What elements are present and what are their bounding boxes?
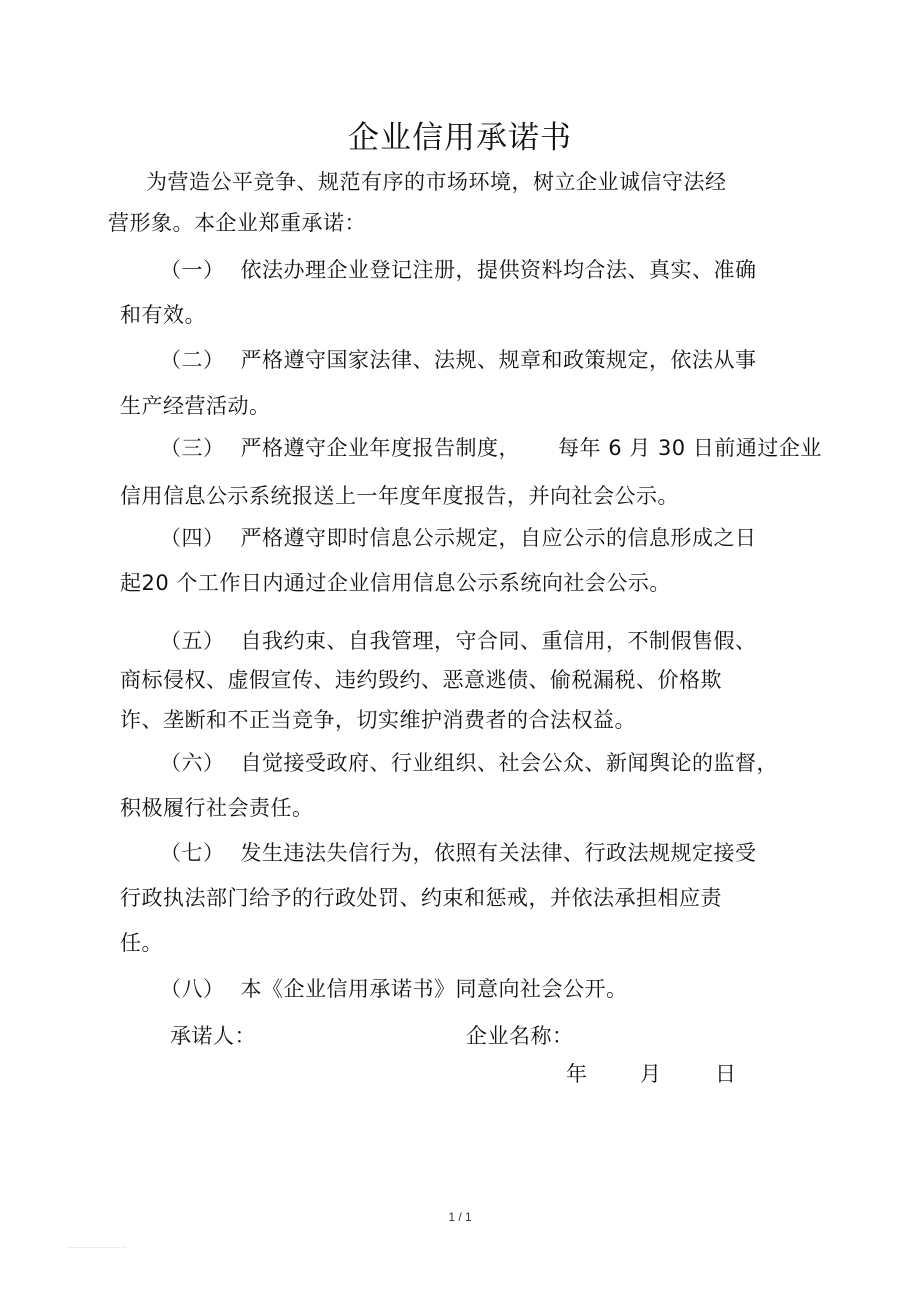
- item-6-number: （六）: [160, 751, 225, 775]
- page-number: 1 / 1: [448, 1210, 472, 1224]
- date-year-label: 年: [566, 1062, 588, 1086]
- date-day-label: 日: [715, 1062, 737, 1086]
- item-6-continuation: 积极履行社会责任。: [120, 796, 314, 820]
- item-1-text: 依法办理企业登记注册，提供资料均合法、真实、准确: [240, 258, 757, 282]
- item-1: [160, 254, 757, 284]
- item-5: [160, 625, 757, 655]
- item-3-text-a: 严格遵守企业年度报告制度，: [240, 436, 520, 460]
- item-4-cont-suffix: 个工作日内通过企业信用信息公示系统向社会公示。: [176, 571, 671, 595]
- item-3-continuation: 信用信息公示系统报送上一年度年度报告，并向社会公示。: [120, 484, 679, 508]
- item-5-continuation-1: 商标侵权、虚假宣传、违约毁约、恶意逃债、偷税漏税、价格欺: [120, 668, 722, 692]
- item-4-continuation: [120, 567, 671, 597]
- item-7-continuation-2: 任。: [120, 931, 163, 955]
- item-3: [160, 432, 822, 462]
- item-6: [160, 747, 778, 777]
- item-1-number: （一）: [160, 258, 225, 282]
- item-7: [160, 837, 757, 867]
- item-2: [160, 344, 757, 374]
- item-2-text: 严格遵守国家法律、法规、规章和政策规定，依法从事: [240, 348, 757, 372]
- item-1-continuation: 和有效。: [120, 303, 206, 327]
- date-month-label: 月: [640, 1062, 662, 1086]
- item-6-text: 自觉接受政府、行业组织、社会公众、新闻舆论的监督，: [240, 751, 778, 775]
- item-4-text: 严格遵守即时信息公示规定，自应公示的信息形成之日: [240, 526, 757, 550]
- item-4-cont-prefix: 起: [120, 571, 142, 595]
- item-7-number: （七）: [160, 841, 225, 865]
- intro-line-1: 为营造公平竞争、规范有序的市场环境，树立企业诚信守法经: [146, 170, 727, 194]
- corner-divider: [68, 1247, 126, 1248]
- item-4: [160, 522, 757, 552]
- item-3-number: （三）: [160, 436, 225, 460]
- item-3-month-unit: 月: [629, 436, 651, 460]
- item-4-number: （四）: [160, 526, 225, 550]
- item-5-number: （五）: [160, 629, 225, 653]
- item-3-text-b: 每年: [558, 436, 601, 460]
- item-2-number: （二）: [160, 348, 225, 372]
- item-7-continuation-1: 行政执法部门给予的行政处罚、约束和惩戒，并依法承担相应责: [120, 886, 722, 910]
- item-4-cont-number: 20: [141, 571, 170, 595]
- item-5-text: 自我约束、自我管理，守合同、重信用，不制假售假、: [240, 629, 757, 653]
- item-8-number: （八）: [160, 977, 225, 1001]
- item-8: [160, 973, 628, 1003]
- item-3-text-c: 日前通过企业: [692, 436, 822, 460]
- item-2-continuation: 生产经营活动。: [120, 394, 271, 418]
- item-3-month-number: 6: [608, 436, 623, 460]
- promiser-label: 承诺人：: [170, 1024, 256, 1048]
- intro-line-2: 营形象。本企业郑重承诺：: [108, 211, 366, 235]
- company-name-label: 企业名称：: [466, 1024, 574, 1048]
- item-8-text: 本《企业信用承诺书》同意向社会公开。: [240, 977, 628, 1001]
- document-title: 企业信用承诺书: [348, 120, 572, 156]
- item-7-text: 发生违法失信行为，依照有关法律、行政法规规定接受: [240, 841, 757, 865]
- item-3-day-number: 30: [657, 436, 686, 460]
- item-5-continuation-2: 诈、垄断和不正当竞争，切实维护消费者的合法权益。: [120, 708, 636, 732]
